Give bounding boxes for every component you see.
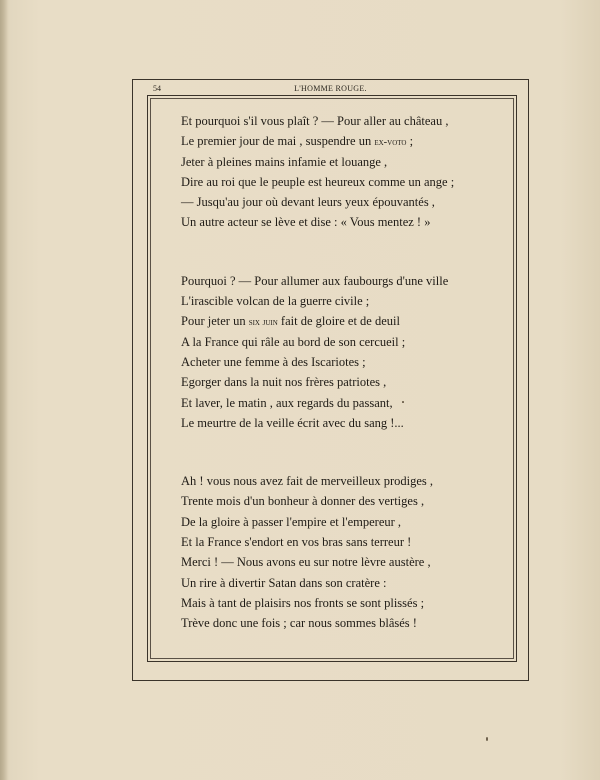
paper-speck bbox=[402, 401, 404, 403]
poem-line: Et la France s'endort en vos bras sans terreur ! bbox=[181, 535, 412, 550]
poem-line: L'irascible volcan de la guerre civile ; bbox=[181, 294, 370, 309]
poem-line: Un rire à divertir Satan dans son cratère : bbox=[181, 575, 387, 590]
stanza-1 bbox=[181, 111, 511, 233]
poem-line: Le premier jour de mai , suspendre un ex-voto ; bbox=[181, 134, 414, 149]
poem-line: Trente mois d'un bonheur à donner des vertiges , bbox=[181, 494, 425, 509]
poem-line: Merci ! — Nous avons eu sur notre lèvre austère , bbox=[181, 555, 431, 570]
stanza-3 bbox=[181, 471, 511, 633]
paper-speck bbox=[486, 737, 488, 741]
poem-line: Acheter une femme à des Iscariotes ; bbox=[181, 354, 366, 369]
poem-line: Mais à tant de plaisirs nos fronts se sont plissés ; bbox=[181, 595, 425, 610]
poem-line: A la France qui râle au bord de son cercueil ; bbox=[181, 334, 406, 349]
poem-line: Pour jeter un six juin fait de gloire et de deuil bbox=[181, 314, 400, 329]
running-title: L'HOMME ROUGE. bbox=[294, 84, 367, 93]
stanza-2 bbox=[181, 271, 511, 433]
gutter-shadow bbox=[0, 0, 8, 780]
poem-line: Jeter à pleines mains infamie et louange , bbox=[181, 154, 388, 169]
poem-line: Et pourquoi s'il vous plaît ? — Pour aller au château , bbox=[181, 114, 449, 128]
poem-line: Et laver, le matin , aux regards du passant, bbox=[181, 395, 393, 410]
poem-line: Pourquoi ? — Pour allumer aux faubourgs d'une ville bbox=[181, 273, 449, 288]
poem-text bbox=[181, 111, 511, 634]
page-number: 54 bbox=[153, 84, 161, 93]
poem-line: De la gloire à passer l'empire et l'empereur , bbox=[181, 514, 402, 529]
poem-line: Ah ! vous nous avez fait de merveilleux prodiges , bbox=[181, 474, 434, 489]
poem-line: — Jusqu'au jour où devant leurs yeux épouvantés , bbox=[181, 195, 435, 210]
poem-line: Dire au roi que le peuple est heureux comme un ange ; bbox=[181, 174, 455, 189]
poem-line: Egorger dans la nuit nos frères patriotes , bbox=[181, 375, 387, 390]
poem-line: Le meurtre de la veille écrit avec du sang !... bbox=[181, 415, 404, 430]
poem-line: Trève donc une fois ; car nous sommes blâsés ! bbox=[181, 616, 417, 631]
running-head bbox=[132, 84, 529, 96]
poem-line: Un autre acteur se lève et dise : « Vous mentez ! » bbox=[181, 215, 431, 230]
